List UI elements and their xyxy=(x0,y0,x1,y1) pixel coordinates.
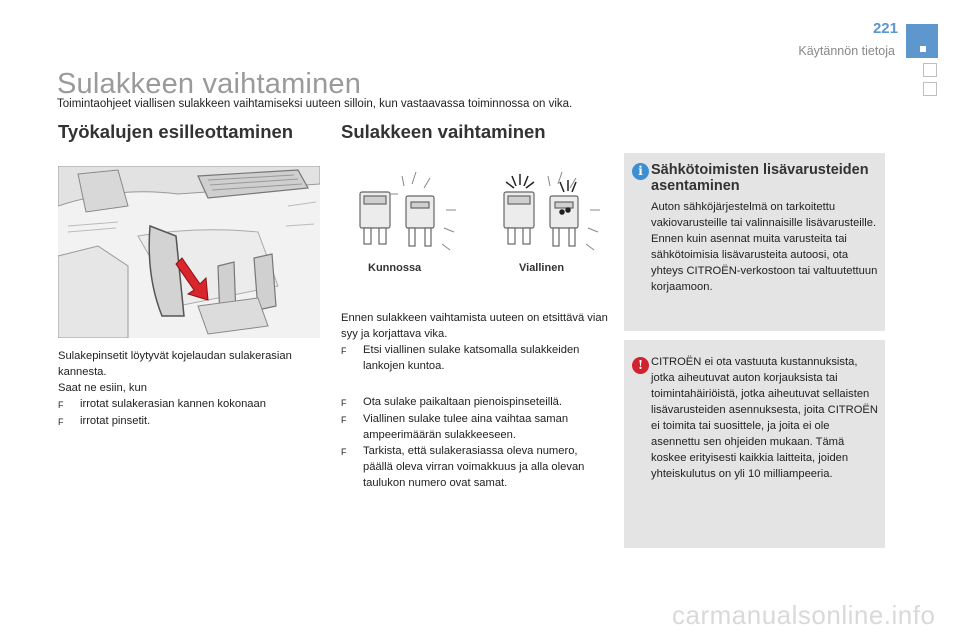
page-title: Sulakkeen vaihtaminen xyxy=(57,68,362,100)
replace-intro: Ennen sulakkeen vaihtamista uuteen on etsittävä vian syy ja korjattava vika. xyxy=(341,312,608,340)
heading-replace: Sulakkeen vaihtaminen xyxy=(341,121,546,142)
label-bad: Viallinen xyxy=(519,262,565,274)
heading-tools: Työkalujen esilleottaminen xyxy=(58,121,294,142)
info-box-title: Sähkötoimisten lisävarusteiden asentaminen xyxy=(651,162,869,194)
list-item: F irrotat sulakerasian kannen kokonaan xyxy=(58,396,320,413)
bullet-icon: F xyxy=(341,346,347,356)
tools-text xyxy=(58,348,320,430)
fuse-box-illustration xyxy=(58,166,320,338)
warning-box xyxy=(624,340,885,548)
chapter-tab[interactable] xyxy=(923,82,937,96)
chapter-tab[interactable] xyxy=(923,63,937,77)
bullet-icon: F xyxy=(58,400,64,410)
list-item: F irrotat pinsetit. xyxy=(58,413,320,430)
list-item: F Tarkista, että sulakerasiassa oleva numero, päällä oleva virran voimakkuus ja alla olevan taulukon numero ovat samat. xyxy=(341,445,585,489)
label-good: Kunnossa xyxy=(368,262,422,274)
section-name: Käytännön tietoja xyxy=(798,44,895,58)
tab-marker-icon xyxy=(920,46,926,52)
fuse-illustration xyxy=(352,170,608,256)
warning-icon: ! xyxy=(632,357,649,374)
bullet-icon: F xyxy=(341,415,347,425)
info-box xyxy=(624,153,885,331)
bullet-icon: F xyxy=(341,398,347,408)
bullet-icon: F xyxy=(341,447,347,457)
tools-lead: Saat ne esiin, kun xyxy=(58,382,147,394)
page-number: 221 xyxy=(872,20,898,37)
info-box-body xyxy=(651,199,879,295)
watermark: carmanualsonline.info xyxy=(672,600,936,630)
page-subtitle: Toimintaohjeet viallisen sulakkeen vaihtamiseksi uuteen silloin, kun vastaavassa toiminnossa on vika. xyxy=(57,98,573,110)
list-item: F Ota sulake paikaltaan pienoispinseteillä. xyxy=(341,394,609,411)
list-item: F Etsi viallinen sulake katsomalla sulakkeiden lankojen kuntoa. xyxy=(341,344,580,372)
info-paragraph: Ennen kuin asennat muita varusteita tai sähkötoimisia lisävarusteita autoosi, ota yhteys CITROËN-verkostoon tai valtuutettuun korjaamoon. xyxy=(651,233,878,293)
bullet-icon: F xyxy=(58,417,64,427)
replace-text-2 xyxy=(341,394,609,491)
tools-paragraph: Sulakepinsetit löytyvät kojelaudan sulakerasian kannesta. xyxy=(58,350,292,378)
replace-text-1 xyxy=(341,310,609,374)
warning-text: CITROËN ei ota vastuuta kustannuksista, jotka aiheutuvat auton korjauksista tai toimintahäiriöistä, jotka aiheutuvat sellaisten lisävarusteiden asennuksesta, joita CITROËN ei toimita tai suosittele, ja joita ei ole asennettu sen ohjeiden mukaan. Tämä koskee erityisesti kaikkia laitteita, joiden yhteiskulutus on yli 10 milliampeeria. xyxy=(651,356,878,480)
list-item: F Viallinen sulake tulee aina vaihtaa saman ampeerimäärän sulakkeeseen. xyxy=(341,413,569,441)
chapter-tab-active[interactable] xyxy=(906,24,938,58)
info-paragraph: Auton sähköjärjestelmä on tarkoitettu vakiovarusteille tai valinnaisille lisävarusteille. xyxy=(651,201,877,229)
info-icon: i xyxy=(632,163,649,180)
